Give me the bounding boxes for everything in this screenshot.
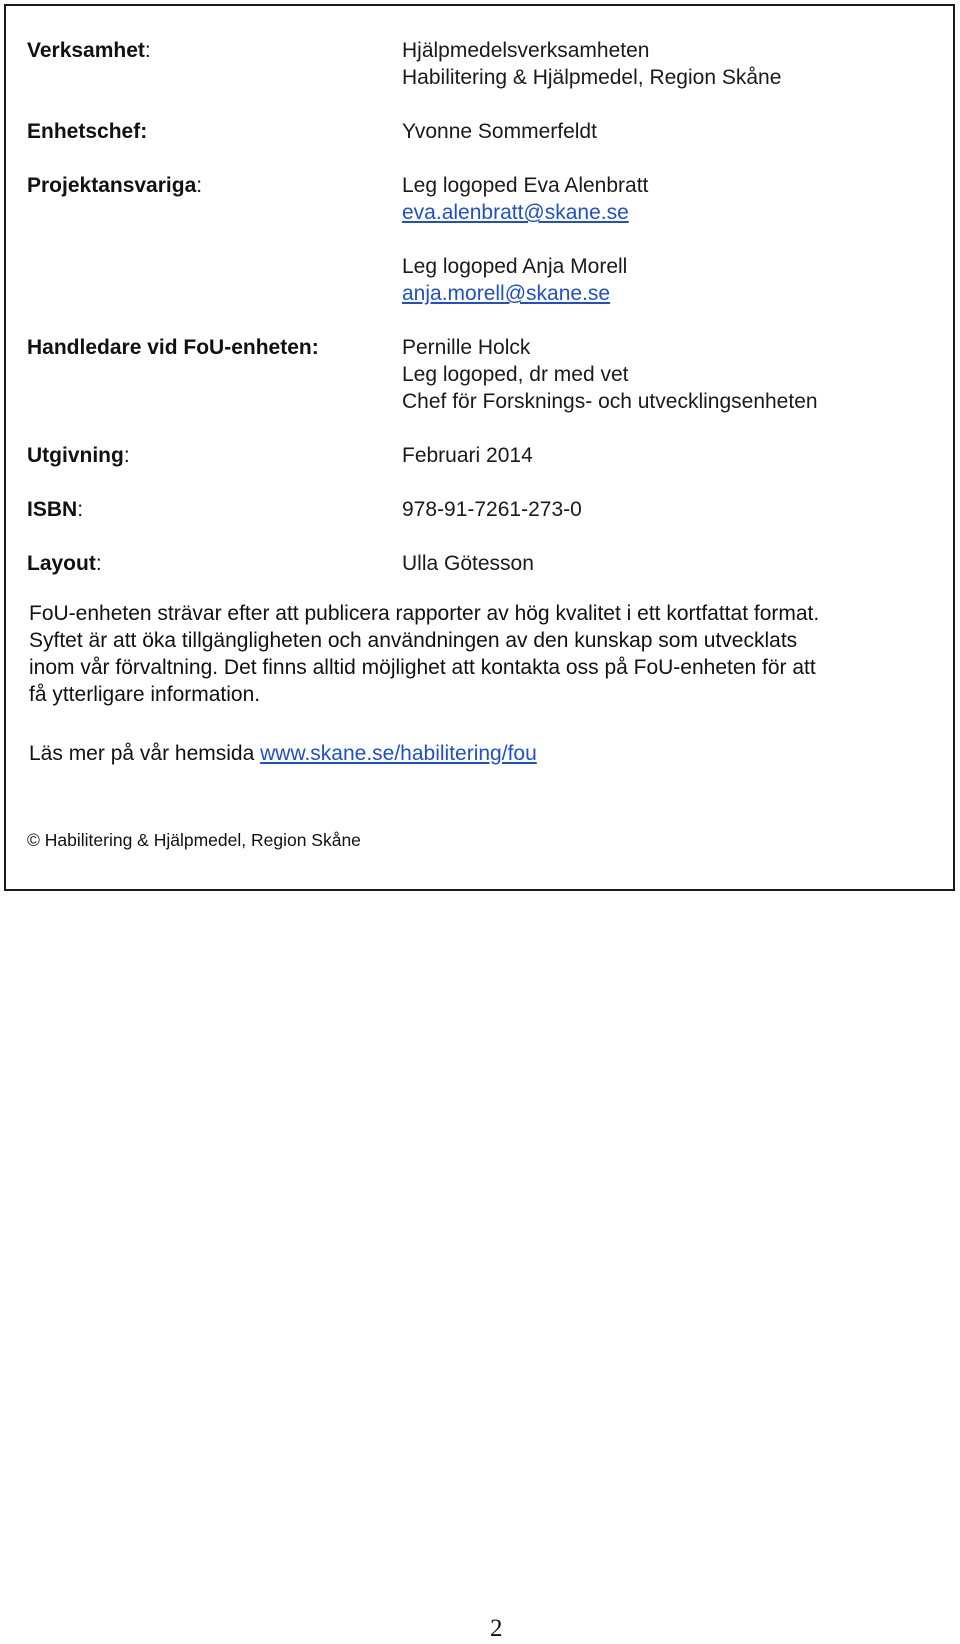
email-link-2[interactable]: anja.morell@skane.se — [402, 282, 611, 305]
value-handledare-line1: Pernille Holck — [402, 336, 531, 359]
value-projektansvarig-2: Leg logoped Anja Morell — [402, 255, 628, 278]
value-verksamhet-line1: Hjälpmedelsverksamheten — [402, 39, 650, 62]
label-verksamhet: Verksamhet: — [27, 39, 151, 62]
copyright-icon: © — [27, 830, 40, 850]
value-projektansvarig-1: Leg logoped Eva Alenbratt — [402, 174, 649, 197]
email-link-1[interactable]: eva.alenbratt@skane.se — [402, 201, 629, 224]
value-handledare-line3: Chef för Forsknings- och utvecklingsenheten — [402, 390, 818, 413]
read-more-text: Läs mer på vår hemsida — [29, 742, 261, 765]
value-layout: Ulla Götesson — [402, 552, 534, 575]
label-isbn: ISBN: — [27, 498, 84, 521]
value-enhetschef: Yvonne Sommerfeldt — [402, 120, 597, 143]
label-layout: Layout: — [27, 552, 102, 575]
value-verksamhet-line2: Habilitering & Hjälpmedel, Region Skåne — [402, 66, 782, 89]
value-handledare-line2: Leg logoped, dr med vet — [402, 363, 629, 386]
page-number: 2 — [490, 1615, 503, 1642]
paragraph-line: få ytterligare information. — [29, 683, 261, 706]
label-utgivning: Utgivning: — [27, 444, 130, 467]
value-isbn: 978-91-7261-273-0 — [402, 498, 582, 521]
info-paragraph — [29, 600, 934, 708]
label-enhetschef: Enhetschef: — [27, 120, 148, 143]
label-projektansvariga: Projektansvariga: — [27, 174, 203, 197]
copyright-text: Habilitering & Hjälpmedel, Region Skåne — [39, 830, 361, 850]
copyright — [27, 828, 361, 852]
paragraph-line: Syftet är att öka tillgängligheten och användningen av den kunskap som utvecklats — [29, 629, 798, 652]
label-handledare: Handledare vid FoU-enheten: — [27, 336, 319, 359]
paragraph-line: inom vår förvaltning. Det finns alltid möjlighet att kontakta oss på FoU-enheten för att — [29, 656, 816, 679]
paragraph-line: FoU-enheten strävar efter att publicera rapporter av hög kvalitet i ett kortfattat format. — [29, 602, 820, 625]
value-utgivning: Februari 2014 — [402, 444, 533, 467]
website-link[interactable]: www.skane.se/habilitering/fou — [260, 742, 537, 765]
read-more — [29, 740, 537, 767]
